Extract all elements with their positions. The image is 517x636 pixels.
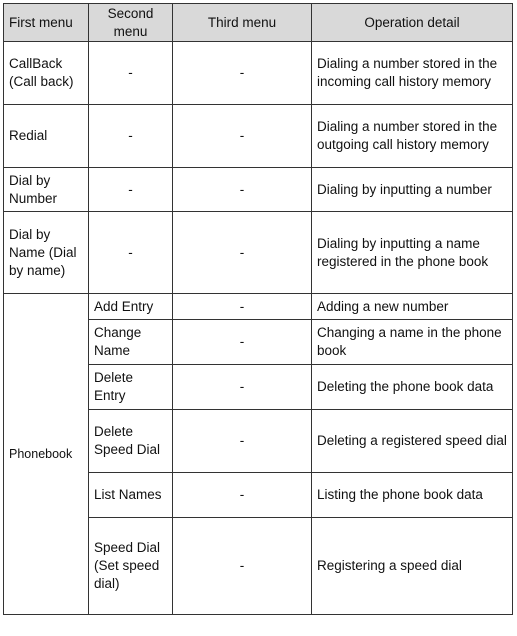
second-menu-cell: - <box>89 42 173 105</box>
first-menu-cell: CallBack (Call back) <box>4 42 89 105</box>
second-menu-cell: - <box>89 105 173 168</box>
header-operation-detail: Operation detail <box>312 4 513 42</box>
second-menu-cell: - <box>89 168 173 212</box>
third-menu-cell: - <box>173 518 312 615</box>
third-menu-cell: - <box>173 168 312 212</box>
third-menu-cell: - <box>173 365 312 410</box>
phone-menu-table <box>3 3 513 615</box>
header-second-menu: Second menu <box>89 4 173 42</box>
first-menu-cell: Redial <box>4 105 89 168</box>
second-menu-cell: Add Entry <box>89 294 173 320</box>
operation-detail-cell: Changing a name in the phone book <box>312 320 513 365</box>
table-row <box>4 168 513 212</box>
operation-detail-cell: Adding a new number <box>312 294 513 320</box>
header-first-menu: First menu <box>4 4 89 42</box>
second-menu-cell: Change Name <box>89 320 173 365</box>
third-menu-cell: - <box>173 320 312 365</box>
operation-detail-cell: Dialing a number stored in the incoming call history memory <box>312 42 513 105</box>
phonebook-first-menu-cell: Phonebook <box>4 294 89 615</box>
operation-detail-cell: Dialing a number stored in the outgoing call history memory <box>312 105 513 168</box>
header-third-menu: Third menu <box>173 4 312 42</box>
second-menu-cell: List Names <box>89 473 173 518</box>
second-menu-cell: - <box>89 212 173 294</box>
table-body <box>4 42 513 615</box>
operation-detail-cell: Deleting the phone book data <box>312 365 513 410</box>
table-row <box>4 212 513 294</box>
second-menu-cell: Delete Speed Dial <box>89 410 173 473</box>
second-menu-cell: Delete Entry <box>89 365 173 410</box>
operation-detail-cell: Dialing by inputting a name registered in the phone book <box>312 212 513 294</box>
first-menu-cell: Dial by Number <box>4 168 89 212</box>
third-menu-cell: - <box>173 105 312 168</box>
operation-detail-cell: Registering a speed dial <box>312 518 513 615</box>
third-menu-cell: - <box>173 410 312 473</box>
table-row <box>4 105 513 168</box>
table-row <box>4 42 513 105</box>
first-menu-cell: Dial by Name (Dial by name) <box>4 212 89 294</box>
third-menu-cell: - <box>173 212 312 294</box>
operation-detail-cell: Deleting a registered speed dial <box>312 410 513 473</box>
second-menu-cell: Speed Dial (Set speed dial) <box>89 518 173 615</box>
third-menu-cell: - <box>173 294 312 320</box>
third-menu-cell: - <box>173 42 312 105</box>
operation-detail-cell: Listing the phone book data <box>312 473 513 518</box>
header-row <box>4 4 513 42</box>
table-header <box>4 4 513 42</box>
table-row <box>4 294 513 320</box>
operation-detail-cell: Dialing by inputting a number <box>312 168 513 212</box>
third-menu-cell: - <box>173 473 312 518</box>
